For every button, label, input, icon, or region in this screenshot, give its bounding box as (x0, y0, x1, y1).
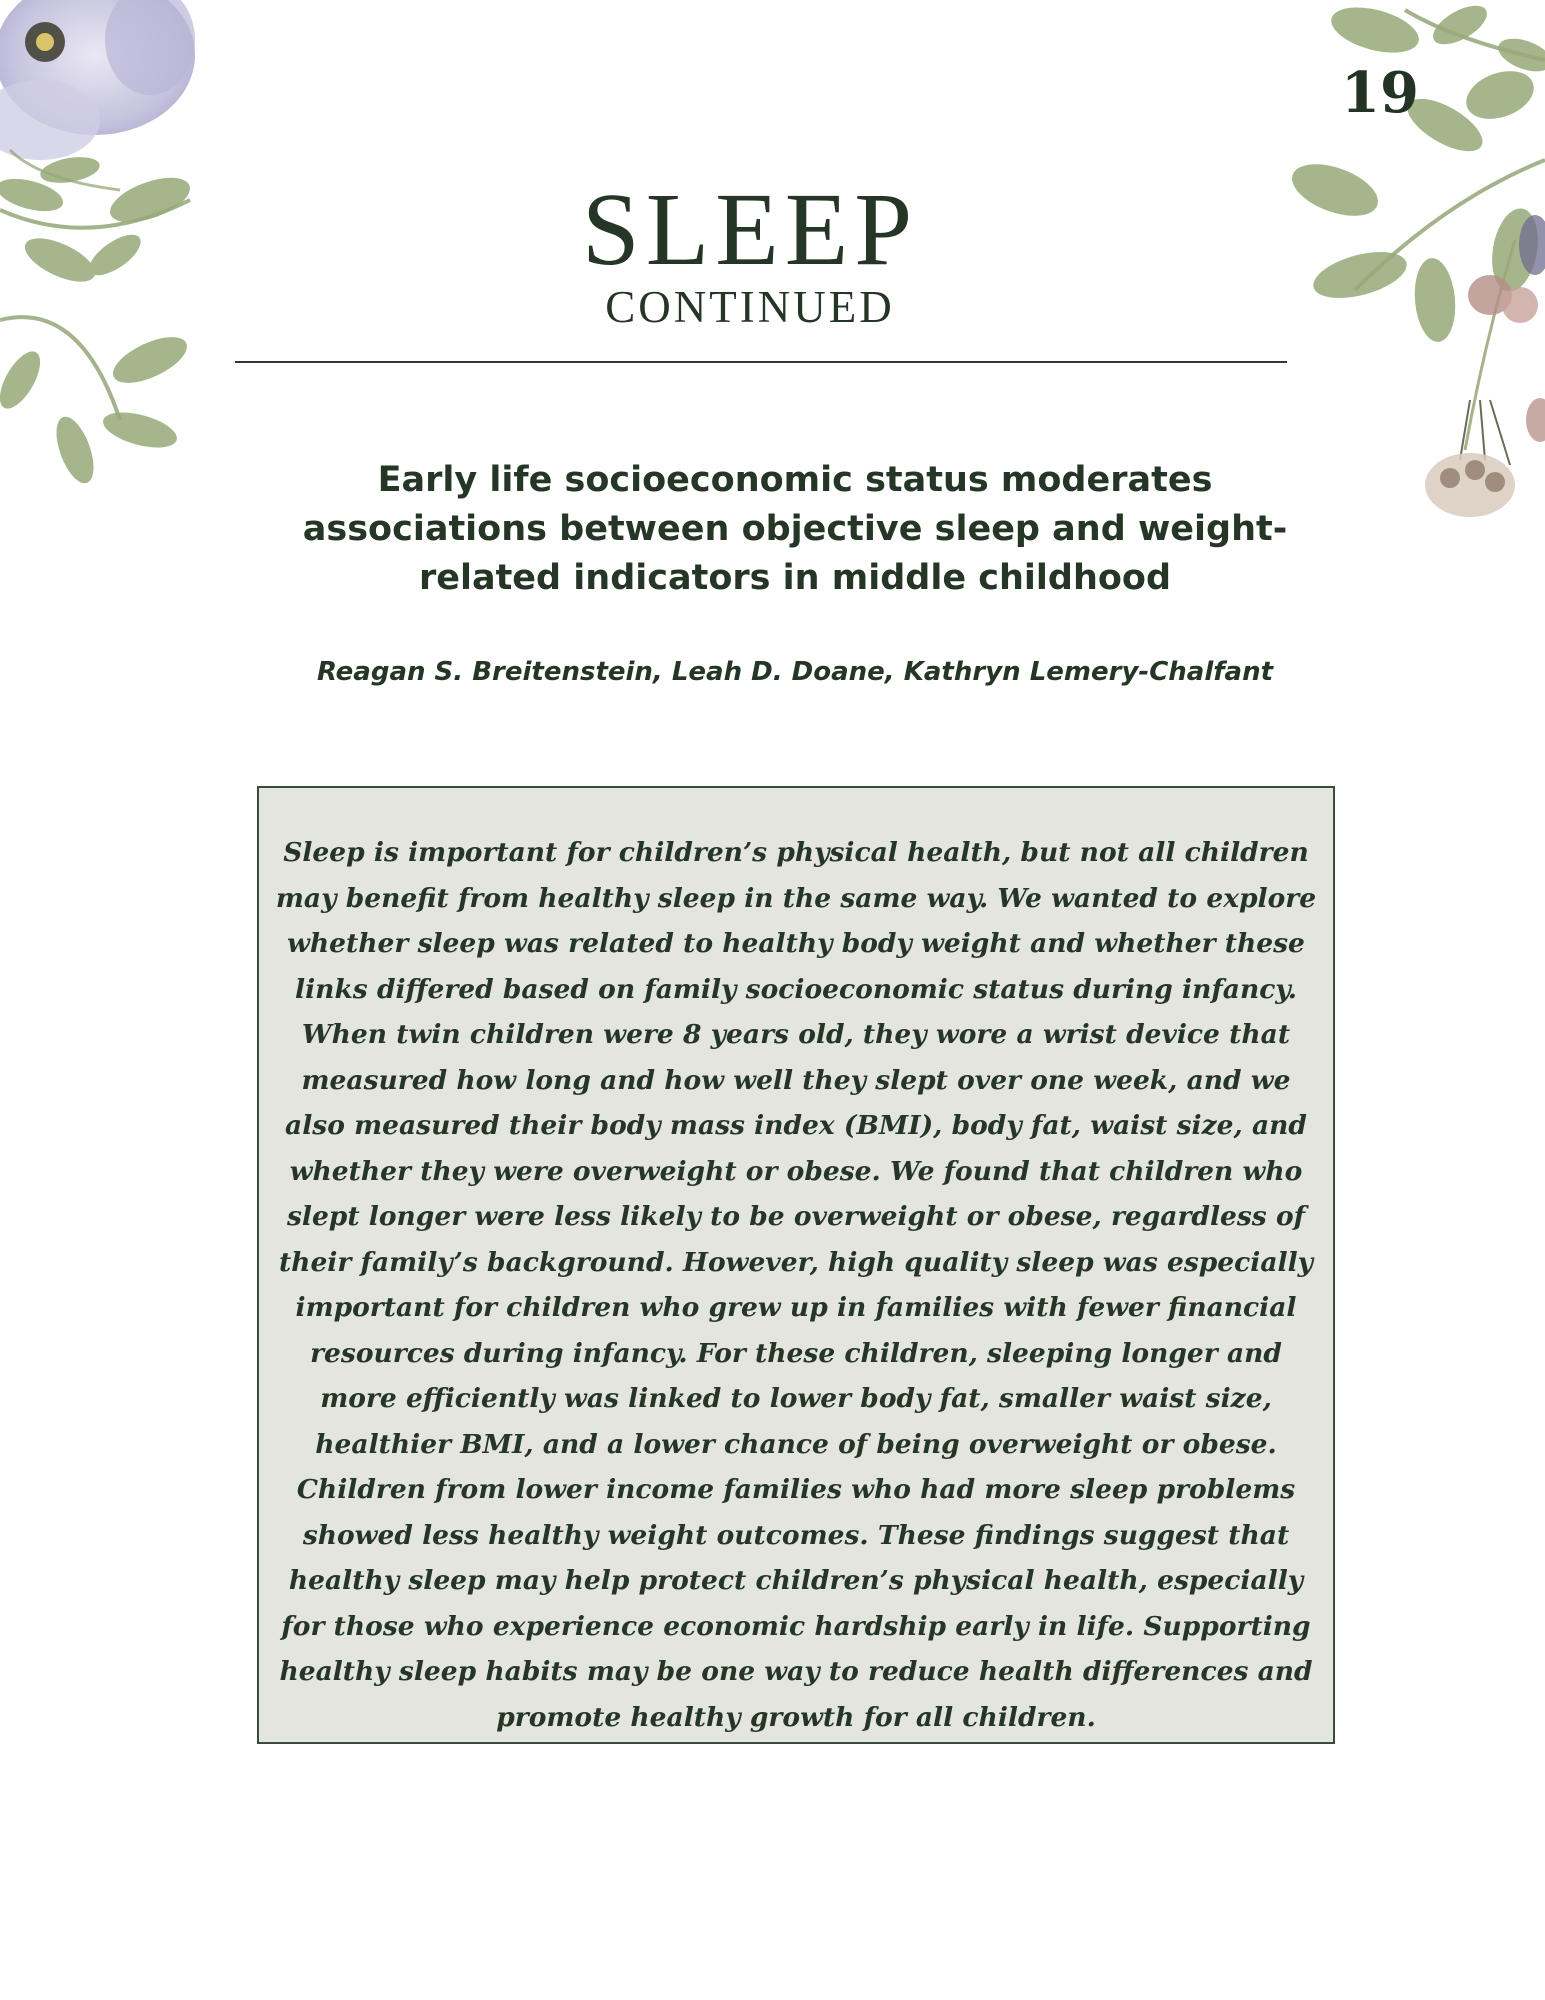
page-number: 19 (1341, 60, 1419, 126)
summary-box (257, 786, 1335, 1744)
section-title: SLEEP (581, 172, 919, 287)
section-subtitle: CONTINUED (605, 282, 895, 332)
article-authors: Reagan S. Breitenstein, Leah D. Doane, Kathryn Lemery-Chalfant (316, 657, 1274, 687)
lavender-flower (0, 0, 195, 160)
header-divider (235, 361, 1287, 363)
summary-text: Sleep is important for children’s physical health, but not all children may benefit from healthy sleep in the same way. We wanted to explore whether sleep was related to healthy body weight and whether these links differed based on family socioeconomic status during infancy. When twin children were 8 years old, they wore a wrist device that measured how long and how well they slept over one week, and we also measured their body mass index (BMI), body fat, waist size, and whether they were overweight or obese. We found that children who slept longer were less likely to be overweight or obese, regardless of their family’s background. However, high quality sleep was especially important for children who grew up in families with fewer financial resources during infancy. For these children, sleeping longer and more efficiently was linked to lower body fat, smaller waist size, healthier BMI, and a lower chance of being overweight or obese. Children from lower income families who had more sleep problems showed less healthy weight outcomes. These findings suggest that healthy sleep may help protect children’s physical health, especially for those who experience economic hardship early in life. Supporting healthy sleep habits may be one way to reduce health differences and promote healthy growth for all children. (275, 837, 1317, 1733)
article-title: Early life socioeconomic status moderates associations between objective sleep and weight-related indicators in middle childhood (302, 460, 1288, 598)
